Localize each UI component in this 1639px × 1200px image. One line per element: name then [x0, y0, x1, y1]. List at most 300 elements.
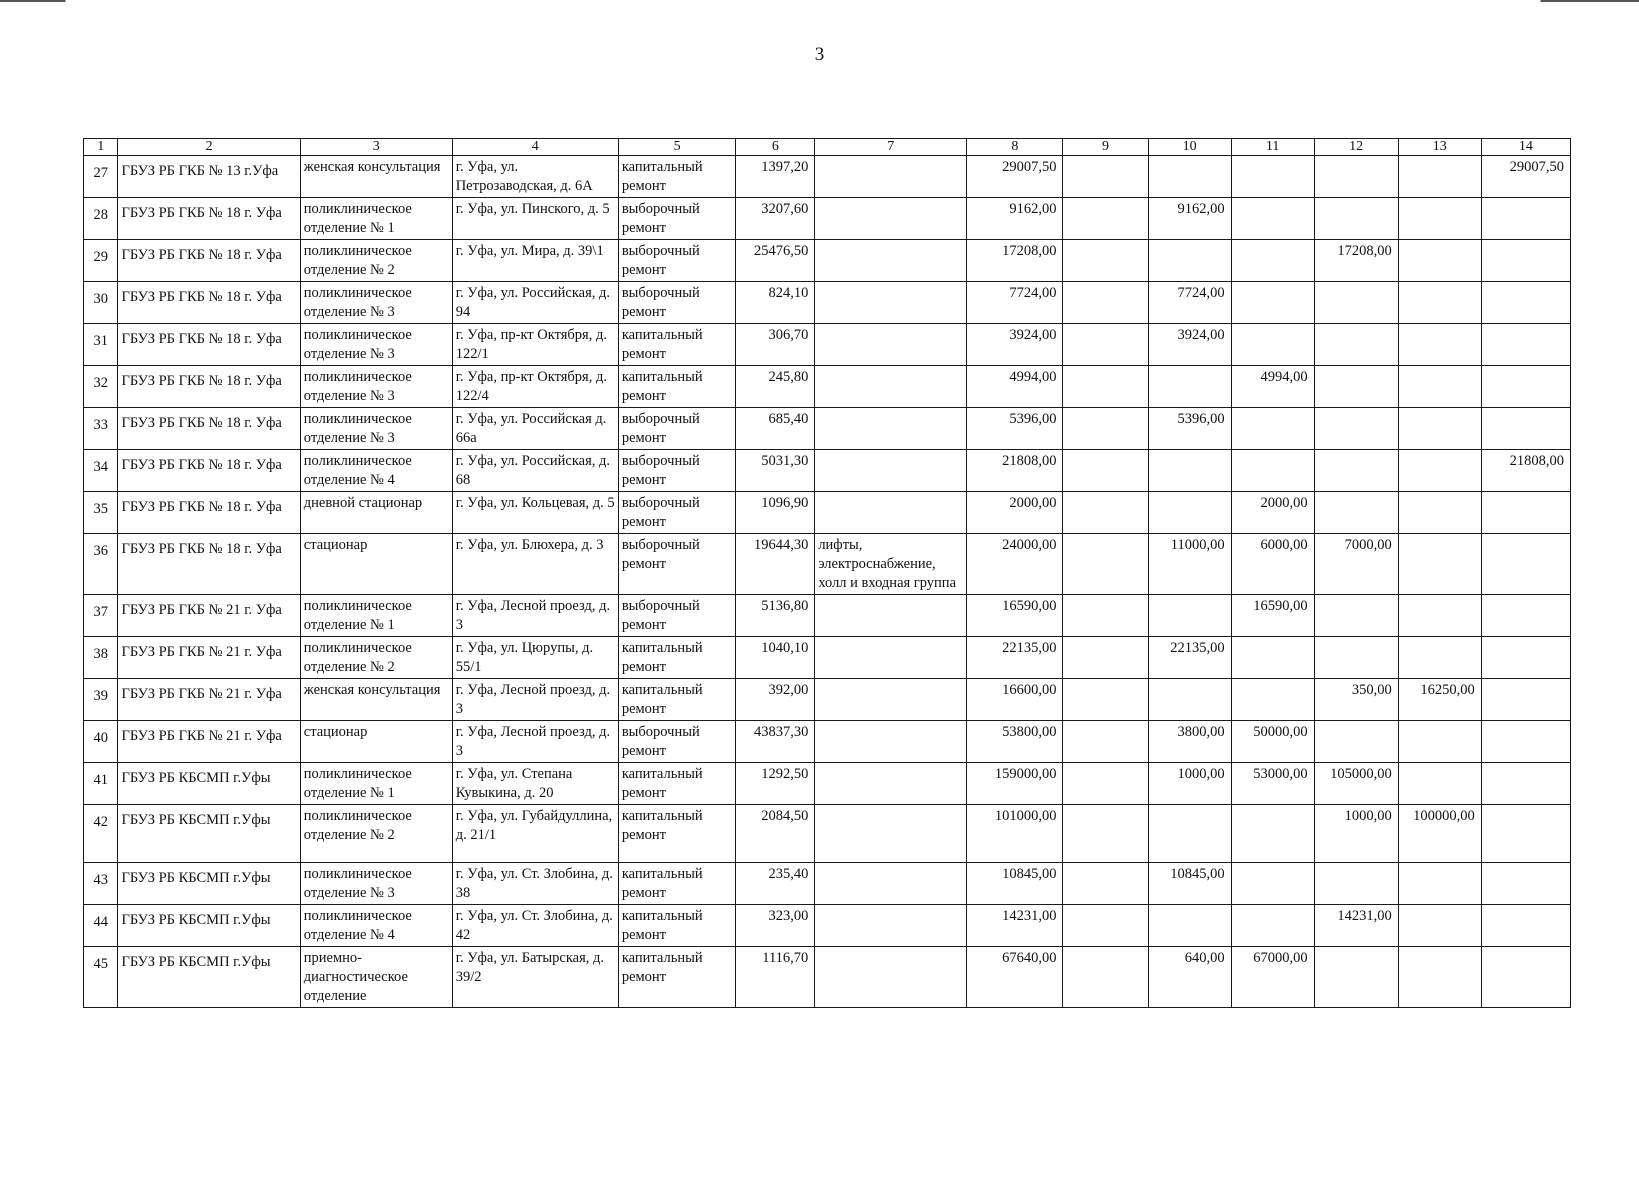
- area-cell: 306,70: [736, 324, 815, 366]
- note-cell: [815, 863, 967, 905]
- note-cell: [815, 947, 967, 1008]
- year-col-13-cell: [1398, 240, 1481, 282]
- year-col-13-cell: 100000,00: [1398, 805, 1481, 863]
- year-col-13-cell: [1398, 198, 1481, 240]
- year-col-10-cell: 1000,00: [1148, 763, 1231, 805]
- year-col-11-cell: [1231, 863, 1314, 905]
- organization-cell: ГБУЗ РБ ГКБ № 21 г. Уфа: [118, 637, 300, 679]
- area-cell: 392,00: [736, 679, 815, 721]
- year-col-10-cell: 5396,00: [1148, 408, 1231, 450]
- address-cell: г. Уфа, ул. Ст. Злобина, д. 38: [452, 863, 618, 905]
- repair-type-cell: выборочный ремонт: [618, 408, 736, 450]
- address-cell: г. Уфа, Лесной проезд, д. 3: [452, 679, 618, 721]
- address-cell: г. Уфа, ул. Ст. Злобина, д. 42: [452, 905, 618, 947]
- column-number-8: 8: [967, 139, 1063, 156]
- note-cell: [815, 156, 967, 198]
- year-col-12-cell: [1314, 863, 1398, 905]
- department-cell: поликлиническое отделение № 1: [300, 198, 452, 240]
- organization-cell: ГБУЗ РБ ГКБ № 18 г. Уфа: [118, 408, 300, 450]
- area-cell: 25476,50: [736, 240, 815, 282]
- department-cell: поликлиническое отделение № 2: [300, 637, 452, 679]
- year-col-12-cell: 105000,00: [1314, 763, 1398, 805]
- year-col-14-cell: [1481, 534, 1570, 595]
- year-col-13-cell: [1398, 637, 1481, 679]
- year-col-13-cell: [1398, 863, 1481, 905]
- year-col-10-cell: 3924,00: [1148, 324, 1231, 366]
- table-row: [84, 679, 1571, 721]
- row-number-cell: 36: [84, 534, 118, 595]
- note-cell: [815, 282, 967, 324]
- department-cell: поликлиническое отделение № 3: [300, 282, 452, 324]
- total-amount-cell: 22135,00: [967, 637, 1063, 679]
- year-col-10-cell: 3800,00: [1148, 721, 1231, 763]
- column-number-11: 11: [1231, 139, 1314, 156]
- year-col-11-cell: 2000,00: [1231, 492, 1314, 534]
- year-col-14-cell: [1481, 805, 1570, 863]
- address-cell: г. Уфа, ул. Губайдуллина, д. 21/1: [452, 805, 618, 863]
- table-body: [84, 156, 1571, 1008]
- address-cell: г. Уфа, ул. Цюрупы, д. 55/1: [452, 637, 618, 679]
- year-col-13-cell: [1398, 595, 1481, 637]
- column-number-13: 13: [1398, 139, 1481, 156]
- year-col-11-cell: [1231, 905, 1314, 947]
- year-col-14-cell: [1481, 721, 1570, 763]
- address-cell: г. Уфа, ул. Петрозаводская, д. 6А: [452, 156, 618, 198]
- year-col-13-cell: [1398, 534, 1481, 595]
- year-col-13-cell: [1398, 905, 1481, 947]
- year-col-12-cell: [1314, 637, 1398, 679]
- address-cell: г. Уфа, Лесной проезд, д. 3: [452, 595, 618, 637]
- year-col-9-cell: [1063, 947, 1148, 1008]
- year-col-12-cell: [1314, 947, 1398, 1008]
- area-cell: 1292,50: [736, 763, 815, 805]
- year-col-14-cell: [1481, 324, 1570, 366]
- area-cell: 2084,50: [736, 805, 815, 863]
- year-col-14-cell: [1481, 282, 1570, 324]
- organization-cell: ГБУЗ РБ КБСМП г.Уфы: [118, 763, 300, 805]
- area-cell: 323,00: [736, 905, 815, 947]
- year-col-10-cell: [1148, 679, 1231, 721]
- table-row: [84, 408, 1571, 450]
- organization-cell: ГБУЗ РБ КБСМП г.Уфы: [118, 947, 300, 1008]
- year-col-11-cell: [1231, 282, 1314, 324]
- total-amount-cell: 4994,00: [967, 366, 1063, 408]
- year-col-12-cell: [1314, 282, 1398, 324]
- total-amount-cell: 159000,00: [967, 763, 1063, 805]
- repair-type-cell: капитальный ремонт: [618, 156, 736, 198]
- total-amount-cell: 10845,00: [967, 863, 1063, 905]
- year-col-13-cell: 16250,00: [1398, 679, 1481, 721]
- year-col-12-cell: 1000,00: [1314, 805, 1398, 863]
- note-cell: [815, 408, 967, 450]
- table-row: [84, 947, 1571, 1008]
- year-col-11-cell: [1231, 637, 1314, 679]
- column-number-7: 7: [815, 139, 967, 156]
- year-col-14-cell: [1481, 947, 1570, 1008]
- row-number-cell: 35: [84, 492, 118, 534]
- repair-type-cell: капитальный ремонт: [618, 324, 736, 366]
- address-cell: г. Уфа, ул. Пинского, д. 5: [452, 198, 618, 240]
- year-col-10-cell: 11000,00: [1148, 534, 1231, 595]
- table-row: [84, 492, 1571, 534]
- year-col-11-cell: [1231, 408, 1314, 450]
- repair-table-container: [83, 138, 1571, 1008]
- year-col-9-cell: [1063, 905, 1148, 947]
- note-cell: [815, 763, 967, 805]
- repair-type-cell: выборочный ремонт: [618, 282, 736, 324]
- year-col-13-cell: [1398, 366, 1481, 408]
- repair-type-cell: выборочный ремонт: [618, 721, 736, 763]
- column-number-9: 9: [1063, 139, 1148, 156]
- note-cell: [815, 366, 967, 408]
- area-cell: 43837,30: [736, 721, 815, 763]
- row-number-cell: 34: [84, 450, 118, 492]
- year-col-11-cell: [1231, 450, 1314, 492]
- note-cell: [815, 637, 967, 679]
- table-row: [84, 324, 1571, 366]
- year-col-11-cell: 16590,00: [1231, 595, 1314, 637]
- year-col-14-cell: [1481, 905, 1570, 947]
- table-row: [84, 240, 1571, 282]
- total-amount-cell: 29007,50: [967, 156, 1063, 198]
- year-col-10-cell: [1148, 595, 1231, 637]
- total-amount-cell: 101000,00: [967, 805, 1063, 863]
- column-number-6: 6: [736, 139, 815, 156]
- total-amount-cell: 5396,00: [967, 408, 1063, 450]
- table-row: [84, 763, 1571, 805]
- year-col-12-cell: [1314, 450, 1398, 492]
- row-number-cell: 41: [84, 763, 118, 805]
- department-cell: поликлиническое отделение № 1: [300, 595, 452, 637]
- repair-type-cell: капитальный ремонт: [618, 947, 736, 1008]
- row-number-cell: 39: [84, 679, 118, 721]
- year-col-12-cell: 7000,00: [1314, 534, 1398, 595]
- organization-cell: ГБУЗ РБ ГКБ № 21 г. Уфа: [118, 679, 300, 721]
- year-col-14-cell: [1481, 595, 1570, 637]
- address-cell: г. Уфа, ул. Батырская, д. 39/2: [452, 947, 618, 1008]
- department-cell: стационар: [300, 721, 452, 763]
- organization-cell: ГБУЗ РБ ГКБ № 18 г. Уфа: [118, 324, 300, 366]
- year-col-14-cell: [1481, 679, 1570, 721]
- year-col-10-cell: 9162,00: [1148, 198, 1231, 240]
- column-number-1: 1: [84, 139, 118, 156]
- area-cell: 245,80: [736, 366, 815, 408]
- row-number-cell: 45: [84, 947, 118, 1008]
- year-col-11-cell: [1231, 156, 1314, 198]
- organization-cell: ГБУЗ РБ КБСМП г.Уфы: [118, 863, 300, 905]
- department-cell: поликлиническое отделение № 3: [300, 324, 452, 366]
- address-cell: г. Уфа, пр-кт Октября, д. 122/4: [452, 366, 618, 408]
- year-col-9-cell: [1063, 282, 1148, 324]
- repair-table: [83, 138, 1571, 1008]
- year-col-10-cell: [1148, 366, 1231, 408]
- year-col-11-cell: 67000,00: [1231, 947, 1314, 1008]
- row-number-cell: 28: [84, 198, 118, 240]
- year-col-9-cell: [1063, 637, 1148, 679]
- repair-type-cell: выборочный ремонт: [618, 534, 736, 595]
- scan-edge: [0, 0, 1639, 2]
- total-amount-cell: 3924,00: [967, 324, 1063, 366]
- year-col-9-cell: [1063, 240, 1148, 282]
- year-col-10-cell: [1148, 492, 1231, 534]
- column-number-14: 14: [1481, 139, 1570, 156]
- repair-type-cell: капитальный ремонт: [618, 763, 736, 805]
- note-cell: [815, 679, 967, 721]
- row-number-cell: 42: [84, 805, 118, 863]
- total-amount-cell: 67640,00: [967, 947, 1063, 1008]
- total-amount-cell: 21808,00: [967, 450, 1063, 492]
- repair-type-cell: капитальный ремонт: [618, 637, 736, 679]
- year-col-14-cell: [1481, 408, 1570, 450]
- row-number-cell: 27: [84, 156, 118, 198]
- total-amount-cell: 9162,00: [967, 198, 1063, 240]
- row-number-cell: 37: [84, 595, 118, 637]
- year-col-9-cell: [1063, 679, 1148, 721]
- note-cell: лифты, электроснабжение, холл и входная группа: [815, 534, 967, 595]
- total-amount-cell: 7724,00: [967, 282, 1063, 324]
- year-col-9-cell: [1063, 534, 1148, 595]
- year-col-11-cell: [1231, 198, 1314, 240]
- year-col-10-cell: 22135,00: [1148, 637, 1231, 679]
- area-cell: 19644,30: [736, 534, 815, 595]
- note-cell: [815, 450, 967, 492]
- year-col-9-cell: [1063, 763, 1148, 805]
- area-cell: 1116,70: [736, 947, 815, 1008]
- department-cell: поликлиническое отделение № 3: [300, 366, 452, 408]
- table-row: [84, 805, 1571, 863]
- year-col-14-cell: [1481, 863, 1570, 905]
- year-col-13-cell: [1398, 156, 1481, 198]
- year-col-12-cell: [1314, 198, 1398, 240]
- table-row: [84, 721, 1571, 763]
- row-number-cell: 33: [84, 408, 118, 450]
- year-col-9-cell: [1063, 492, 1148, 534]
- year-col-9-cell: [1063, 721, 1148, 763]
- page-number: 3: [814, 44, 825, 65]
- address-cell: г. Уфа, ул. Блюхера, д. 3: [452, 534, 618, 595]
- repair-type-cell: капитальный ремонт: [618, 905, 736, 947]
- area-cell: 235,40: [736, 863, 815, 905]
- year-col-14-cell: [1481, 240, 1570, 282]
- table-row: [84, 450, 1571, 492]
- year-col-14-cell: [1481, 492, 1570, 534]
- organization-cell: ГБУЗ РБ ГКБ № 18 г. Уфа: [118, 198, 300, 240]
- department-cell: поликлиническое отделение № 2: [300, 240, 452, 282]
- year-col-10-cell: 10845,00: [1148, 863, 1231, 905]
- year-col-12-cell: [1314, 324, 1398, 366]
- address-cell: г. Уфа, ул. Российская д. 66а: [452, 408, 618, 450]
- organization-cell: ГБУЗ РБ ГКБ № 13 г.Уфа: [118, 156, 300, 198]
- department-cell: поликлиническое отделение № 3: [300, 408, 452, 450]
- address-cell: г. Уфа, ул. Российская, д. 68: [452, 450, 618, 492]
- area-cell: 685,40: [736, 408, 815, 450]
- organization-cell: ГБУЗ РБ КБСМП г.Уфы: [118, 805, 300, 863]
- department-cell: стационар: [300, 534, 452, 595]
- total-amount-cell: 16600,00: [967, 679, 1063, 721]
- table-row: [84, 637, 1571, 679]
- repair-type-cell: капитальный ремонт: [618, 679, 736, 721]
- total-amount-cell: 53800,00: [967, 721, 1063, 763]
- year-col-14-cell: [1481, 366, 1570, 408]
- table-row: [84, 366, 1571, 408]
- repair-type-cell: выборочный ремонт: [618, 492, 736, 534]
- year-col-13-cell: [1398, 324, 1481, 366]
- year-col-9-cell: [1063, 450, 1148, 492]
- year-col-12-cell: [1314, 492, 1398, 534]
- repair-type-cell: капитальный ремонт: [618, 863, 736, 905]
- organization-cell: ГБУЗ РБ ГКБ № 18 г. Уфа: [118, 450, 300, 492]
- year-col-11-cell: [1231, 240, 1314, 282]
- area-cell: 3207,60: [736, 198, 815, 240]
- year-col-13-cell: [1398, 492, 1481, 534]
- year-col-13-cell: [1398, 947, 1481, 1008]
- area-cell: 1040,10: [736, 637, 815, 679]
- department-cell: поликлиническое отделение № 1: [300, 763, 452, 805]
- repair-type-cell: выборочный ремонт: [618, 198, 736, 240]
- organization-cell: ГБУЗ РБ ГКБ № 21 г. Уфа: [118, 721, 300, 763]
- table-row: [84, 863, 1571, 905]
- address-cell: г. Уфа, ул. Кольцевая, д. 5: [452, 492, 618, 534]
- column-number-12: 12: [1314, 139, 1398, 156]
- column-number-10: 10: [1148, 139, 1231, 156]
- department-cell: дневной стационар: [300, 492, 452, 534]
- address-cell: г. Уфа, ул. Мира, д. 39\1: [452, 240, 618, 282]
- year-col-9-cell: [1063, 805, 1148, 863]
- year-col-10-cell: [1148, 156, 1231, 198]
- repair-type-cell: капитальный ремонт: [618, 366, 736, 408]
- year-col-10-cell: [1148, 450, 1231, 492]
- repair-type-cell: капитальный ремонт: [618, 805, 736, 863]
- note-cell: [815, 198, 967, 240]
- year-col-13-cell: [1398, 450, 1481, 492]
- note-cell: [815, 492, 967, 534]
- year-col-9-cell: [1063, 324, 1148, 366]
- organization-cell: ГБУЗ РБ КБСМП г.Уфы: [118, 905, 300, 947]
- year-col-11-cell: 6000,00: [1231, 534, 1314, 595]
- table-row: [84, 156, 1571, 198]
- year-col-12-cell: [1314, 366, 1398, 408]
- organization-cell: ГБУЗ РБ ГКБ № 18 г. Уфа: [118, 534, 300, 595]
- year-col-12-cell: [1314, 156, 1398, 198]
- year-col-14-cell: [1481, 763, 1570, 805]
- row-number-cell: 31: [84, 324, 118, 366]
- table-row: [84, 595, 1571, 637]
- address-cell: г. Уфа, ул. Степана Кувыкина, д. 20: [452, 763, 618, 805]
- year-col-9-cell: [1063, 595, 1148, 637]
- row-number-cell: 30: [84, 282, 118, 324]
- year-col-11-cell: [1231, 679, 1314, 721]
- address-cell: г. Уфа, ул. Российская, д. 94: [452, 282, 618, 324]
- year-col-9-cell: [1063, 156, 1148, 198]
- address-cell: г. Уфа, Лесной проезд, д. 3: [452, 721, 618, 763]
- address-cell: г. Уфа, пр-кт Октября, д. 122/1: [452, 324, 618, 366]
- year-col-10-cell: [1148, 805, 1231, 863]
- year-col-10-cell: [1148, 240, 1231, 282]
- total-amount-cell: 14231,00: [967, 905, 1063, 947]
- department-cell: поликлиническое отделение № 3: [300, 863, 452, 905]
- table-row: [84, 534, 1571, 595]
- department-cell: поликлиническое отделение № 2: [300, 805, 452, 863]
- column-number-row: [84, 139, 1571, 156]
- note-cell: [815, 905, 967, 947]
- year-col-10-cell: 640,00: [1148, 947, 1231, 1008]
- year-col-11-cell: 4994,00: [1231, 366, 1314, 408]
- year-col-9-cell: [1063, 366, 1148, 408]
- organization-cell: ГБУЗ РБ ГКБ № 18 г. Уфа: [118, 240, 300, 282]
- year-col-11-cell: 53000,00: [1231, 763, 1314, 805]
- year-col-9-cell: [1063, 408, 1148, 450]
- column-number-4: 4: [452, 139, 618, 156]
- department-cell: женская консультация: [300, 679, 452, 721]
- department-cell: приемно-диагностическое отделение: [300, 947, 452, 1008]
- repair-type-cell: выборочный ремонт: [618, 450, 736, 492]
- year-col-12-cell: 14231,00: [1314, 905, 1398, 947]
- organization-cell: ГБУЗ РБ ГКБ № 18 г. Уфа: [118, 366, 300, 408]
- year-col-13-cell: [1398, 721, 1481, 763]
- year-col-12-cell: [1314, 408, 1398, 450]
- column-number-5: 5: [618, 139, 736, 156]
- table-row: [84, 282, 1571, 324]
- table-row: [84, 198, 1571, 240]
- year-col-9-cell: [1063, 863, 1148, 905]
- year-col-13-cell: [1398, 408, 1481, 450]
- department-cell: поликлиническое отделение № 4: [300, 905, 452, 947]
- total-amount-cell: 2000,00: [967, 492, 1063, 534]
- row-number-cell: 32: [84, 366, 118, 408]
- total-amount-cell: 16590,00: [967, 595, 1063, 637]
- year-col-10-cell: [1148, 905, 1231, 947]
- year-col-13-cell: [1398, 763, 1481, 805]
- year-col-12-cell: 17208,00: [1314, 240, 1398, 282]
- year-col-10-cell: 7724,00: [1148, 282, 1231, 324]
- year-col-12-cell: [1314, 721, 1398, 763]
- year-col-12-cell: 350,00: [1314, 679, 1398, 721]
- row-number-cell: 38: [84, 637, 118, 679]
- year-col-11-cell: 50000,00: [1231, 721, 1314, 763]
- area-cell: 5136,80: [736, 595, 815, 637]
- year-col-12-cell: [1314, 595, 1398, 637]
- area-cell: 824,10: [736, 282, 815, 324]
- organization-cell: ГБУЗ РБ ГКБ № 18 г. Уфа: [118, 492, 300, 534]
- year-col-14-cell: 29007,50: [1481, 156, 1570, 198]
- year-col-14-cell: [1481, 637, 1570, 679]
- total-amount-cell: 24000,00: [967, 534, 1063, 595]
- organization-cell: ГБУЗ РБ ГКБ № 18 г. Уфа: [118, 282, 300, 324]
- department-cell: женская консультация: [300, 156, 452, 198]
- table-row: [84, 905, 1571, 947]
- note-cell: [815, 721, 967, 763]
- column-number-3: 3: [300, 139, 452, 156]
- area-cell: 1397,20: [736, 156, 815, 198]
- year-col-13-cell: [1398, 282, 1481, 324]
- area-cell: 1096,90: [736, 492, 815, 534]
- row-number-cell: 40: [84, 721, 118, 763]
- year-col-14-cell: 21808,00: [1481, 450, 1570, 492]
- repair-type-cell: выборочный ремонт: [618, 240, 736, 282]
- department-cell: поликлиническое отделение № 4: [300, 450, 452, 492]
- total-amount-cell: 17208,00: [967, 240, 1063, 282]
- note-cell: [815, 240, 967, 282]
- row-number-cell: 44: [84, 905, 118, 947]
- column-number-2: 2: [118, 139, 300, 156]
- year-col-14-cell: [1481, 198, 1570, 240]
- row-number-cell: 29: [84, 240, 118, 282]
- area-cell: 5031,30: [736, 450, 815, 492]
- year-col-11-cell: [1231, 324, 1314, 366]
- year-col-9-cell: [1063, 198, 1148, 240]
- year-col-11-cell: [1231, 805, 1314, 863]
- organization-cell: ГБУЗ РБ ГКБ № 21 г. Уфа: [118, 595, 300, 637]
